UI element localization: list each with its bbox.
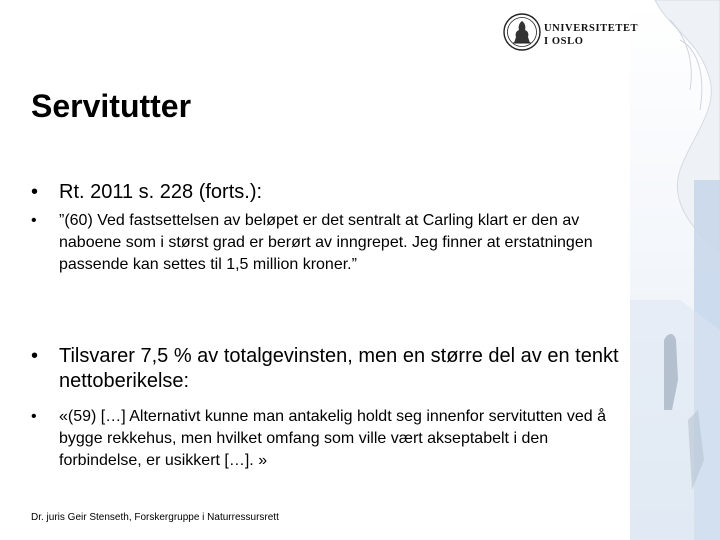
slide-footer: Dr. juris Geir Stenseth, Forskergruppe i Naturressursrett (31, 512, 279, 523)
bullet-text: Tilsvarer 7,5 % av totalgevinsten, men en større del av en tenkt nettoberikelse: (59, 345, 619, 392)
logo-line-oslo: I OSLO (544, 36, 584, 47)
bullet-marker: • (31, 345, 39, 367)
university-seal-icon (502, 12, 542, 52)
logo-line-university: UNIVERSITETET (544, 23, 639, 34)
bullet-marker: • (31, 181, 39, 203)
bullet-text: «(59) […] Alternativt kunne man antakelig holdt seg innenfor servitutten ved å bygge rekkehus, men hvilket omfang som ville vært akseptabelt i den forbindelse, er usikkert […]. » (59, 408, 606, 469)
bullet-text: Rt. 2011 s. 228 (forts.): (59, 181, 263, 203)
slide-title: Servitutter (31, 88, 192, 124)
bullet-text: ”(60) Ved fastsettelsen av beløpet er det sentralt at Carling klart er den av naboene som i størst grad er berørt av inngrepet. Jeg finner at erstatningen passende kan settes til 1,5 million kroner.” (59, 212, 593, 273)
bullet-marker: • (31, 212, 37, 229)
decorative-sculpture-strip (630, 0, 720, 540)
university-logo (502, 12, 642, 52)
bullet-marker: • (31, 408, 37, 425)
